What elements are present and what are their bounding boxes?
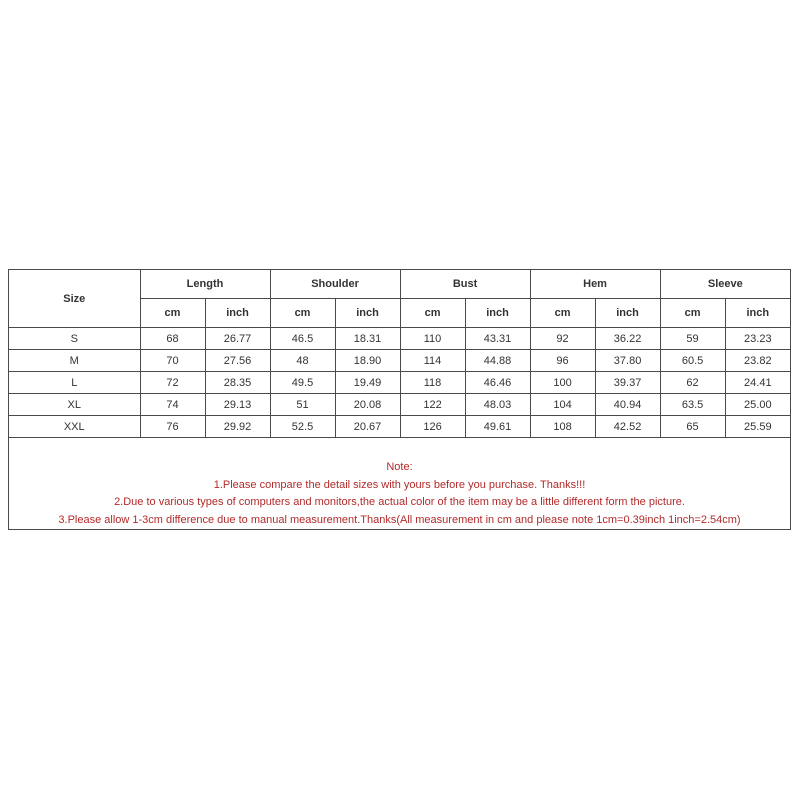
table-cell: 36.22: [595, 328, 660, 350]
table-cell: 114: [400, 350, 465, 372]
table-cell: 39.37: [595, 372, 660, 394]
table-cell: 23.82: [725, 350, 790, 372]
unit-header: inch: [335, 299, 400, 328]
unit-header: cm: [270, 299, 335, 328]
note-line: 2.Due to various types of computers and monitors,the actual color of the item may be a little different form the picture.: [114, 496, 685, 508]
table-cell: 37.80: [595, 350, 660, 372]
unit-header: cm: [140, 299, 205, 328]
unit-header: inch: [725, 299, 790, 328]
size-label: XXL: [9, 416, 140, 438]
table-cell: 29.92: [205, 416, 270, 438]
table-cell: 96: [530, 350, 595, 372]
table-cell: 46.5: [270, 328, 335, 350]
note-line: 3.Please allow 1-3cm difference due to manual measurement.Thanks(All measurement in cm and please note 1cm=0.39inch 1inch=2.54cm): [58, 513, 741, 526]
group-header-row: [9, 270, 790, 299]
table-cell: 92: [530, 328, 595, 350]
table-cell: 44.88: [465, 350, 530, 372]
table-cell: 118: [400, 372, 465, 394]
size-chart: [8, 269, 791, 530]
unit-header: inch: [205, 299, 270, 328]
size-table: [9, 270, 790, 438]
size-label: XL: [9, 394, 140, 416]
table-cell: 76: [140, 416, 205, 438]
unit-header: cm: [400, 299, 465, 328]
table-cell: 48.03: [465, 394, 530, 416]
unit-header: inch: [595, 299, 660, 328]
table-row: [9, 350, 790, 372]
group-header-hem: Hem: [530, 270, 660, 299]
table-cell: 65: [660, 416, 725, 438]
table-cell: 70: [140, 350, 205, 372]
table-cell: 122: [400, 394, 465, 416]
table-cell: 49.5: [270, 372, 335, 394]
table-cell: 29.13: [205, 394, 270, 416]
table-cell: 100: [530, 372, 595, 394]
table-row: [9, 328, 790, 350]
table-cell: 25.00: [725, 394, 790, 416]
table-cell: 48: [270, 350, 335, 372]
table-cell: 20.08: [335, 394, 400, 416]
size-label: L: [9, 372, 140, 394]
table-cell: 60.5: [660, 350, 725, 372]
table-row: [9, 394, 790, 416]
group-header-shoulder: Shoulder: [270, 270, 400, 299]
group-header-sleeve: Sleeve: [660, 270, 790, 299]
unit-header: cm: [530, 299, 595, 328]
size-label: S: [9, 328, 140, 350]
table-cell: 18.31: [335, 328, 400, 350]
table-row: [9, 416, 790, 438]
table-cell: 18.90: [335, 350, 400, 372]
table-cell: 68: [140, 328, 205, 350]
table-cell: 49.61: [465, 416, 530, 438]
notes-section: [9, 438, 790, 529]
note-title: Note:: [386, 461, 413, 473]
table-cell: 63.5: [660, 394, 725, 416]
table-cell: 42.52: [595, 416, 660, 438]
table-cell: 108: [530, 416, 595, 438]
table-cell: 51: [270, 394, 335, 416]
table-cell: 126: [400, 416, 465, 438]
size-label: M: [9, 350, 140, 372]
table-cell: 19.49: [335, 372, 400, 394]
table-cell: 43.31: [465, 328, 530, 350]
table-cell: 20.67: [335, 416, 400, 438]
table-cell: 25.59: [725, 416, 790, 438]
unit-header: cm: [660, 299, 725, 328]
unit-header: inch: [465, 299, 530, 328]
table-cell: 27.56: [205, 350, 270, 372]
note-line: 1.Please compare the detail sizes with yours before you purchase. Thanks!!!: [213, 478, 586, 491]
table-cell: 24.41: [725, 372, 790, 394]
table-cell: 104: [530, 394, 595, 416]
table-cell: 46.46: [465, 372, 530, 394]
table-cell: 62: [660, 372, 725, 394]
group-header-length: Length: [140, 270, 270, 299]
table-cell: 59: [660, 328, 725, 350]
table-cell: 40.94: [595, 394, 660, 416]
table-cell: 110: [400, 328, 465, 350]
table-cell: 74: [140, 394, 205, 416]
table-cell: 28.35: [205, 372, 270, 394]
group-header-bust: Bust: [400, 270, 530, 299]
table-cell: 52.5: [270, 416, 335, 438]
table-row: [9, 372, 790, 394]
table-cell: 72: [140, 372, 205, 394]
table-cell: 26.77: [205, 328, 270, 350]
size-column-header: Size: [9, 270, 140, 328]
table-cell: 23.23: [725, 328, 790, 350]
